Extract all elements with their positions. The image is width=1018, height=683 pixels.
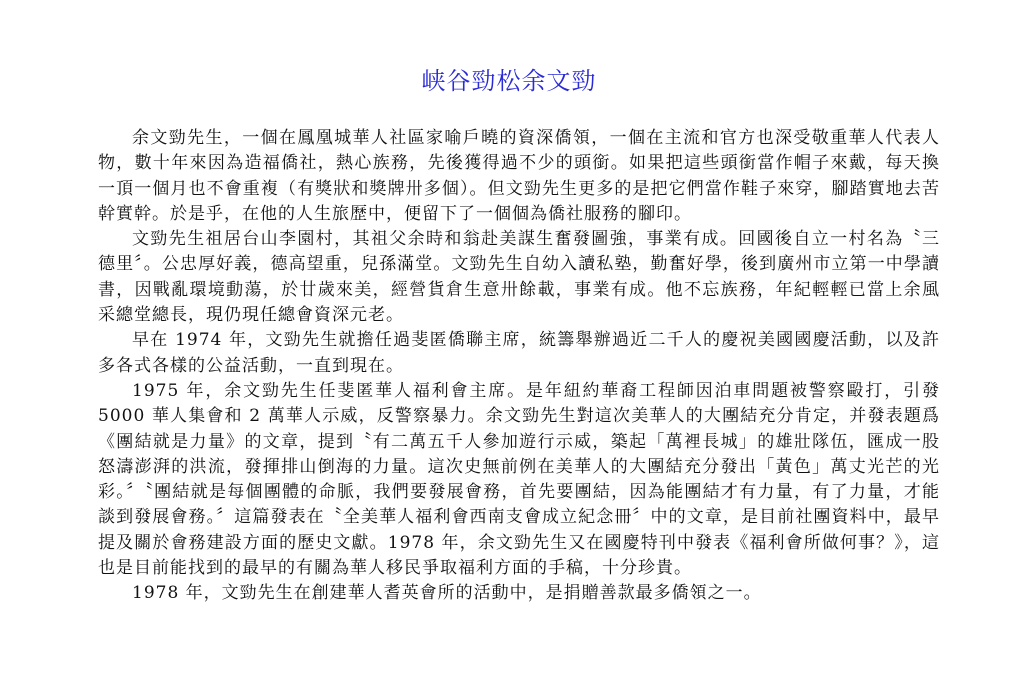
paragraph-1: 余文勁先生，一個在鳳凰城華人社區家喻戶曉的資深僑領，一個在主流和官方也深受敬重華人代表人物，數十年來因為造福僑社，熱心族務，先後獲得過不少的頭銜。如果把這些頭銜當作帽子來戴，每天換一頂一個月也不會重複（有獎狀和獎牌卅多個）。但文勁先生更多的是把它們當作鞋子來穿，腳踏實地去苦幹實幹。於是乎，在他的人生旅歷中，便留下了一個個為僑社服務的腳印。 [98, 128, 940, 224]
document-title: 峡谷勁松余文勁 [421, 67, 597, 95]
paragraph-3: 早在 1974 年，文勁先生就擔任過斐匿僑聯主席，統籌舉辦過近二千人的慶祝美國國慶活動，以及許多各式各樣的公益活動，一直到現在。 [98, 330, 940, 376]
paragraph-2: 文勁先生祖居台山李園村，其祖父余時和翁赴美謀生奮發圖強，事業有成。回國後自立一村名為〝三德里〞。公忠厚好義，德高望重，兒孫滿堂。文勁先生自幼入讀私塾，勤奮好學，後到廣州市立第一中學讀書，因戰亂環境動蕩，於廿歲來美，經營貨倉生意卅餘載，事業有成。他不忘族務，年紀輕輕已當上余風采總堂總長，現仍現任總會資深元老。 [98, 229, 940, 326]
paragraph-5: 1978 年，文勁先生在創建華人耆英會所的活動中，是捐贈善款最多僑領之一。 [132, 583, 762, 604]
document-body [98, 126, 940, 607]
paragraph-4: 1975 年，余文勁先生任斐匿華人福利會主席。是年紐約華裔工程師因泊車問題被警察毆打，引發 5000 華人集會和 2 萬華人示威，反警察暴力。余文勁先生對這次美華人的大團結充分肯定，并發表題爲《團結就是力量》的文章，提到〝有二萬五千人參加遊行示威，築起「萬裡長城」的雄壯隊伍，匯成一股怒濤澎湃的洪流，發揮排山倒海的力量。這次史無前例在美華人的大團結充分發出「黃色」萬丈光芒的光彩。〞〝團結就是每個團體的命脈，我們要發展會務，首先要團結，因為能團結才有力量，有了力量，才能談到發展會務。〞這篇發表在〝全美華人福利會西南支會成立紀念冊〞中的文章，是目前社團資料中，最早提及關於會務建設方面的歷史文獻。1978 年，余文勁先生又在國慶特刊中發表《福利會所做何事？》，這也是目前能找到的最早的有關為華人移民爭取福利方面的手稿，十分珍貴。 [98, 380, 940, 579]
